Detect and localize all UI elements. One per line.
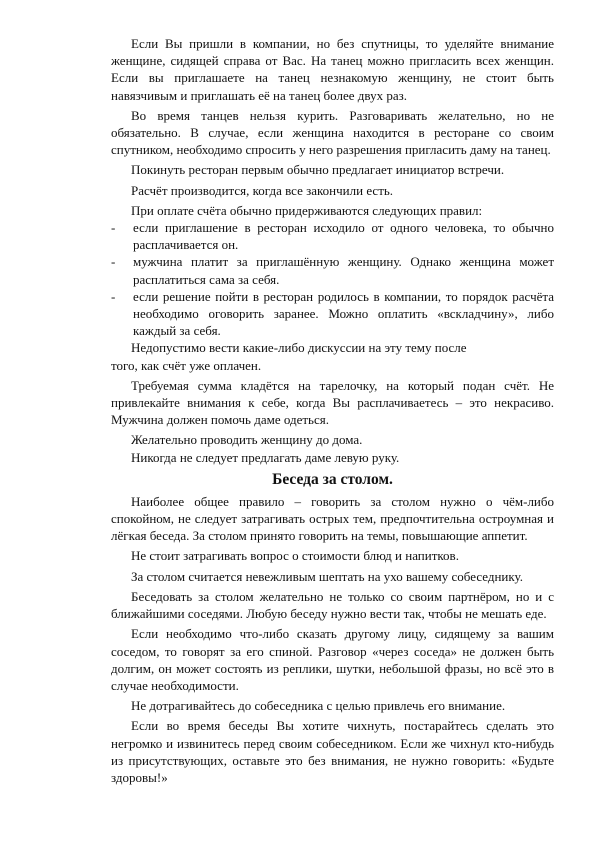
dash-bullet-icon: - xyxy=(111,288,116,304)
paragraph: Желательно проводить женщину до дома. xyxy=(131,432,363,448)
paragraph: Недопустимо вести какие-либо дискуссии на эту тему после xyxy=(131,340,467,356)
paragraph: Никогда не следует предлагать даме левую руку. xyxy=(131,449,400,465)
dash-bullet-icon: - xyxy=(111,220,116,236)
paragraph: Если Вы пришли в компании, но без спутницы, то уделяйте внимание женщине, сидящей справа от Вас. На танец можно пригласить всех женщин. Если вы приглашаете на танец незнакомую женщину, не стоит быть навязчивым и приглашать её на танец более двух раз. xyxy=(111,36,554,103)
section-heading: Беседа за столом. xyxy=(272,470,393,488)
list-item-text: если приглашение в ресторан исходило от одного человека, то обычно расплачивается он. xyxy=(133,220,554,253)
list-item xyxy=(111,288,554,340)
dash-bullet-icon: - xyxy=(111,254,116,270)
list-item-text: мужчина платит за приглашённую женщину. Однако женщина может расплатиться сама за себя. xyxy=(133,254,554,287)
list-item-text: если решение пойти в ресторан родилось в компании, то порядок расчёта необходимо оговорить заранее. Можно оплатить «вскладчину», либо каждый за себя. xyxy=(133,288,554,339)
paragraph: Расчёт производится, когда все закончили есть. xyxy=(131,182,394,198)
paragraph: Если необходимо что-либо сказать другому лицу, сидящему за вашим соседом, то говорят за его спиной. Разговор «через соседа» не должен быть долгим, он может состоять из реплики, шутки, небольшой фразы, но всё это в случае необходимости. xyxy=(111,626,554,693)
paragraph: Наиболее общее правило – говорить за столом нужно о чём-либо спокойном, не следует затрагивать острых тем, предпочтительна остроумная и лёгкая беседа. За столом принято говорить на темы, повышающие аппетит. xyxy=(111,493,554,544)
payment-rules-list xyxy=(111,219,554,339)
paragraph: Беседовать за столом желательно не только со своим партнёром, но и с ближайшими соседями. Любую беседу нужно вести так, чтобы не мешать еде. xyxy=(111,588,554,622)
list-item xyxy=(111,253,554,287)
document-body xyxy=(111,35,554,786)
paragraph: Требуемая сумма кладётся на тарелочку, на который подан счёт. Не привлекайте внимания к себе, когда Вы расплачиваетесь – это некрасиво. Мужчина должен помочь даме одеться. xyxy=(111,377,554,428)
paragraph: того, как счёт уже оплачен. xyxy=(111,357,262,373)
paragraph: Не дотрагивайтесь до собеседника с целью привлечь его внимание. xyxy=(131,698,506,714)
paragraph: Не стоит затрагивать вопрос о стоимости блюд и напитков. xyxy=(131,548,459,564)
paragraph: При оплате счёта обычно придерживаются следующих правил: xyxy=(131,202,483,218)
paragraph: Если во время беседы Вы хотите чихнуть, постарайтесь сделать это негромко и извинитесь перед своим собеседником. Если же чихнул кто-нибудь из присутствующих, оставьте это без внимания, не нужно говорить: «Будьте здоровы!» xyxy=(111,718,554,785)
paragraph: За столом считается невежливым шептать на ухо вашему собеседнику. xyxy=(131,568,523,584)
paragraph: Во время танцев нельзя курить. Разговаривать желательно, но не обязательно. В случае, если женщина находится в ресторане со своим спутником, необходимо спросить у него разрешения пригласить даму на танец. xyxy=(111,107,554,158)
list-item xyxy=(111,219,554,253)
paragraph: Покинуть ресторан первым обычно предлагает инициатор встречи. xyxy=(131,162,505,178)
